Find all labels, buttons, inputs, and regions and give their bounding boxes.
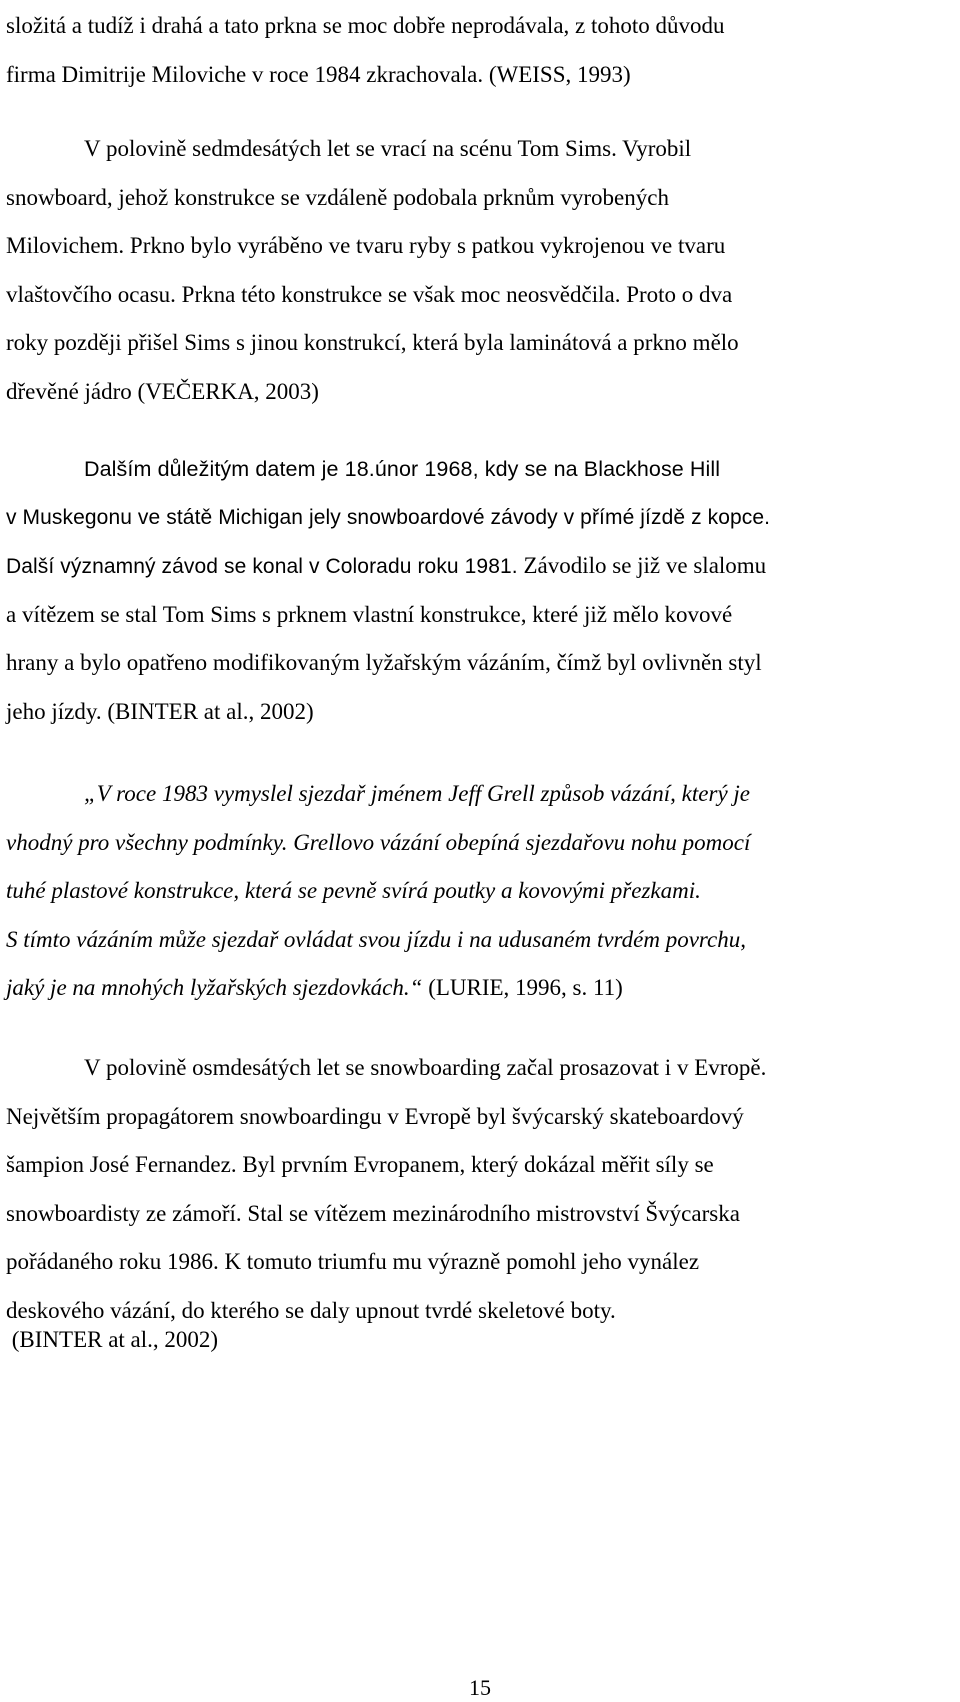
- text-line: hrany a bylo opatřeno modifikovaným lyžařským vázáním, čímž byl ovlivněn styl: [6, 650, 762, 675]
- quote-text: vhodný pro všechny podmínky. Grellovo vázání obepíná sjezdařovu nohu pomocí: [6, 829, 751, 855]
- text-line: složitá a tudíž i drahá a tato prkna se moc dobře neprodávala, z tohoto důvodu: [6, 13, 725, 38]
- text-line: pořádaného roku 1986. K tomuto triumfu mu výrazně pomohl jeho vynález: [6, 1249, 700, 1274]
- text-line: šampion José Fernandez. Byl prvním Evropanem, který dokázal měřit síly se: [6, 1152, 714, 1177]
- text-line: dřevěné jádro (VEČERKA, 2003): [6, 378, 319, 404]
- text-line: [6, 867, 954, 916]
- text-line: V polovině sedmdesátých let se vrací na scénu Tom Sims. Vyrobil: [84, 136, 692, 161]
- quote-citation: (LURIE, 1996, s. 11): [422, 975, 623, 1000]
- text-line: a vítězem se stal Tom Sims s prknem vlastní konstrukce, které již mělo kovové: [6, 601, 733, 627]
- text-line: Milovichem. Prkno bylo vyráběno ve tvaru ryby s patkou vykrojenou ve tvaru: [6, 233, 726, 258]
- text-line: firma Dimitrije Miloviche v roce 1984 zkrachovala. (WEISS, 1993): [6, 61, 631, 87]
- citation-text: (BINTER at al., 2002): [6, 1327, 219, 1352]
- paragraph-tom-sims: [6, 125, 954, 416]
- quote-text: S tímto vázáním může sjezdař ovládat svou jízdu i na udusaném tvrdém povrchu,: [6, 926, 746, 952]
- text-segment: Další významný závod se konal v Coloradu roku 1981.: [6, 555, 518, 578]
- paragraph-continuation: [6, 2, 954, 99]
- text-line: snowboard, jehož konstrukce se vzdáleně podobala prknům vyrobených: [6, 184, 669, 210]
- paragraph-races: [6, 445, 954, 736]
- text-line: Největším propagátorem snowboardingu v Evropě byl švýcarský skateboardový: [6, 1103, 744, 1129]
- quote-text: jaký je na mnohých lyžařských sjezdovkách.“: [6, 975, 423, 1000]
- text-line: [6, 964, 954, 1013]
- text-line: deskového vázání, do kterého se daly upnout tvrdé skeletové boty.: [6, 1297, 616, 1323]
- text-line: [6, 819, 954, 868]
- text-line: snowboardisty ze zámoří. Stal se vítězem mezinárodního mistrovství Švýcarska: [6, 1200, 740, 1226]
- paragraph-europe: [6, 1044, 954, 1335]
- quote-text: tuhé plastové konstrukce, která se pevně svírá poutky a kovovými přezkami.: [6, 878, 701, 903]
- quote-paragraph: [6, 770, 954, 1013]
- text-line: V polovině osmdesátých let se snowboarding začal prosazovat i v Evropě.: [84, 1055, 767, 1080]
- text-line: Dalším důležitým datem je 18.únor 1968, kdy se na Blackhose Hill: [84, 457, 721, 481]
- text-line: vlaštovčího ocasu. Prkna této konstrukce se však moc neosvědčila. Proto o dva: [6, 281, 733, 307]
- text-line: [6, 542, 954, 591]
- citation: [6, 1316, 954, 1365]
- text-line: roky později přišel Sims s jinou konstrukcí, která byla laminátová a prkno mělo: [6, 330, 739, 355]
- page-number: 15: [469, 1675, 491, 1700]
- text-line: v Muskegonu ve státě Michigan jely snowboardové závody v přímé jízdě z kopce.: [6, 505, 771, 529]
- text-line: jeho jízdy. (BINTER at al., 2002): [6, 698, 314, 724]
- quote-text: „V roce 1983 vymyslel sjezdař jménem Jeff Grell způsob vázání, který je: [84, 781, 751, 806]
- text-line: [6, 770, 954, 819]
- text-line: [6, 916, 954, 965]
- text-segment: Závodilo se již ve slalomu: [517, 553, 767, 578]
